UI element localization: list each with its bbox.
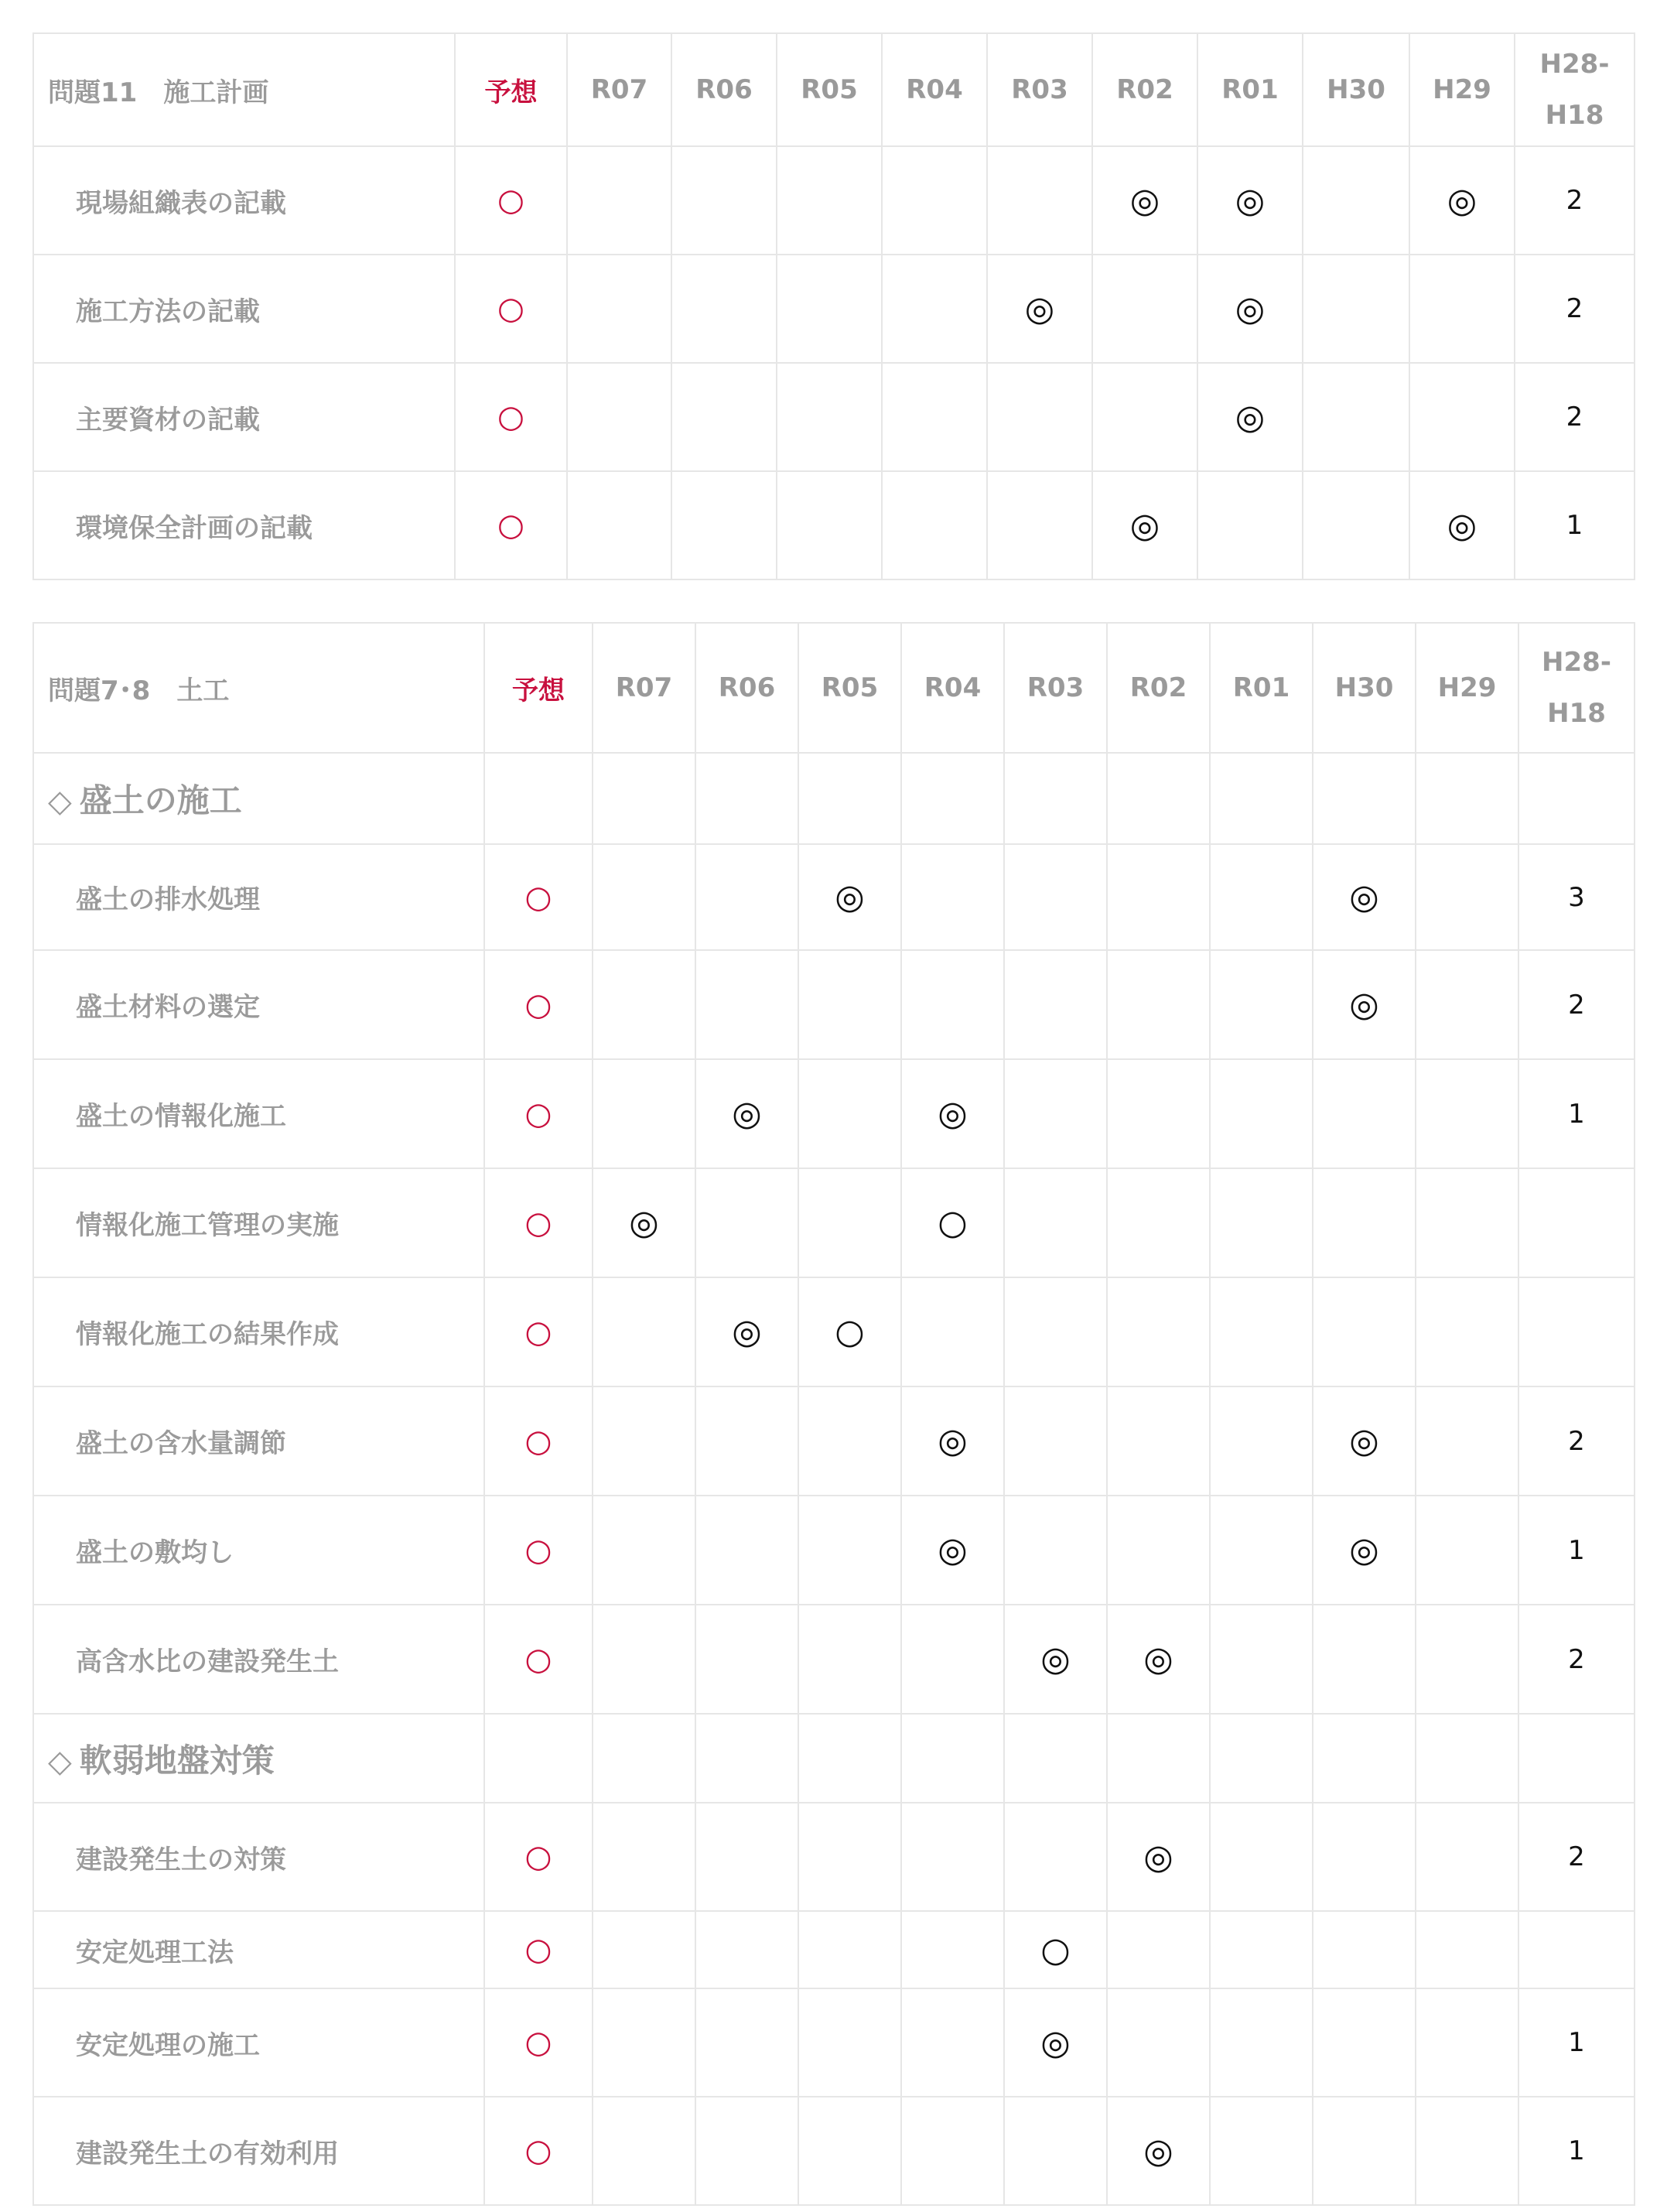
prediction-mark: ○ (484, 1988, 593, 2097)
exam-mark (777, 363, 882, 471)
exam-mark (1107, 1911, 1210, 1988)
row-label: 盛土材料の選定 (33, 950, 484, 1059)
exam-mark (1416, 1911, 1518, 1988)
exam-mark (798, 1803, 901, 1911)
column-header-year: R02 (1092, 33, 1197, 146)
row-label: 建設発生土の有効利用 (33, 2097, 484, 2205)
exam-mark (593, 1605, 695, 1714)
exam-mark (1004, 1277, 1107, 1386)
exam-mark (882, 146, 987, 255)
header-row (33, 623, 1635, 753)
exam-mark (671, 255, 777, 363)
prediction-mark: ○ (455, 255, 567, 363)
exam-mark (1416, 950, 1518, 1059)
exam-mark (901, 950, 1004, 1059)
exam-mark (882, 471, 987, 579)
exam-mark (1416, 1277, 1518, 1386)
count-cell: 3 (1518, 844, 1635, 950)
exam-mark (593, 950, 695, 1059)
count-cell: 2 (1518, 1605, 1635, 1714)
row-label: 安定処理の施工 (33, 1988, 484, 2097)
column-header-year: R04 (901, 623, 1004, 753)
column-header-prediction: 予想 (484, 623, 593, 753)
exam-mark (1210, 1911, 1313, 1988)
exam-mark (671, 363, 777, 471)
exam-mark (777, 146, 882, 255)
exam-mark (1303, 146, 1409, 255)
column-header-range-top: H28- (1539, 49, 1610, 80)
row-label: 環境保全計画の記載 (33, 471, 455, 579)
column-header-year: R07 (593, 623, 695, 753)
column-header-year: R02 (1107, 623, 1210, 753)
table-row (33, 471, 1635, 579)
row-label: 主要資材の記載 (33, 363, 455, 471)
column-header-range (1515, 33, 1635, 146)
exam-mark (1210, 1386, 1313, 1496)
exam-mark (593, 1911, 695, 1988)
table-row (33, 1386, 1635, 1496)
exam-mark (593, 1496, 695, 1605)
category-label (33, 753, 484, 844)
table-title: 問題11 施工計画 (33, 33, 455, 146)
count-cell: 1 (1518, 1496, 1635, 1605)
table-row (33, 2097, 1635, 2205)
count-cell (1518, 1911, 1635, 1988)
row-label: 安定処理工法 (33, 1911, 484, 1988)
exam-mark (695, 950, 798, 1059)
column-header-year: R07 (567, 33, 671, 146)
exam-mark: ◎ (1197, 255, 1303, 363)
exam-mark (567, 146, 671, 255)
exam-mark (1004, 2097, 1107, 2205)
exam-mark (1210, 1988, 1313, 2097)
empty-cell (484, 1714, 593, 1803)
table-row (33, 950, 1635, 1059)
exam-mark: ◎ (1313, 950, 1416, 1059)
exam-mark: ◎ (1313, 844, 1416, 950)
exam-mark (1197, 471, 1303, 579)
empty-cell (1210, 753, 1313, 844)
exam-mark (1416, 2097, 1518, 2205)
column-header-year: R01 (1197, 33, 1303, 146)
exam-mark (1210, 950, 1313, 1059)
exam-mark: ◎ (1197, 146, 1303, 255)
exam-mark (1210, 1059, 1313, 1168)
exam-mark: ◎ (1107, 1803, 1210, 1911)
empty-cell (1210, 1714, 1313, 1803)
prediction-mark: ○ (484, 844, 593, 950)
exam-mark (1107, 950, 1210, 1059)
exam-mark (695, 844, 798, 950)
column-header-year: R06 (671, 33, 777, 146)
exam-mark (1313, 2097, 1416, 2205)
column-header-year: H29 (1416, 623, 1518, 753)
exam-mark: ◎ (1004, 1605, 1107, 1714)
exam-mark (987, 363, 1092, 471)
exam-mark: ◎ (695, 1277, 798, 1386)
exam-mark (901, 844, 1004, 950)
table-earthwork (32, 622, 1635, 2206)
exam-mark: ◎ (1409, 146, 1515, 255)
exam-mark: ◎ (695, 1059, 798, 1168)
column-header-year: R03 (1004, 623, 1107, 753)
exam-mark: ◎ (901, 1386, 1004, 1496)
table-row (33, 1803, 1635, 1911)
exam-mark (901, 1911, 1004, 1988)
table-row (33, 146, 1635, 255)
row-label: 盛土の排水処理 (33, 844, 484, 950)
column-header-range (1518, 623, 1635, 753)
exam-mark (1107, 1496, 1210, 1605)
count-cell: 2 (1515, 146, 1635, 255)
prediction-mark: ○ (484, 1059, 593, 1168)
column-header-year: H30 (1303, 33, 1409, 146)
exam-mark: ◎ (1107, 1605, 1210, 1714)
exam-mark (695, 1911, 798, 1988)
exam-mark (1303, 363, 1409, 471)
exam-mark: ◎ (901, 1059, 1004, 1168)
row-label: 現場組織表の記載 (33, 146, 455, 255)
exam-mark (901, 1605, 1004, 1714)
table-row (33, 1277, 1635, 1386)
row-label: 建設発生土の対策 (33, 1803, 484, 1911)
exam-mark (1313, 1911, 1416, 1988)
exam-mark (1416, 1605, 1518, 1714)
count-cell: 2 (1515, 363, 1635, 471)
column-header-year: R04 (882, 33, 987, 146)
exam-mark (1416, 844, 1518, 950)
empty-cell (1107, 1714, 1210, 1803)
exam-mark (1004, 1386, 1107, 1496)
exam-mark (695, 1386, 798, 1496)
row-label: 施工方法の記載 (33, 255, 455, 363)
exam-mark (1416, 1803, 1518, 1911)
exam-mark: ◎ (1107, 2097, 1210, 2205)
exam-mark (1107, 1059, 1210, 1168)
table-row (33, 844, 1635, 950)
exam-mark (901, 2097, 1004, 2205)
exam-mark (1107, 1168, 1210, 1277)
prediction-mark: ○ (484, 1168, 593, 1277)
exam-mark (593, 1803, 695, 1911)
column-header-year: R01 (1210, 623, 1313, 753)
count-cell: 2 (1518, 950, 1635, 1059)
exam-mark (1107, 844, 1210, 950)
category-name: 軟弱地盤対策 (79, 1741, 275, 1780)
prediction-mark: ○ (455, 471, 567, 579)
row-label: 盛土の敷均し (33, 1496, 484, 1605)
exam-mark (1313, 1605, 1416, 1714)
empty-cell (695, 1714, 798, 1803)
table-row (33, 363, 1635, 471)
exam-mark (777, 255, 882, 363)
diamond-icon: ◇ (48, 784, 72, 819)
empty-cell (1518, 1714, 1635, 1803)
column-header-range-top: H28- (1542, 647, 1611, 678)
exam-mark (593, 1386, 695, 1496)
exam-mark (1416, 1496, 1518, 1605)
empty-cell (1416, 753, 1518, 844)
table-row (33, 1605, 1635, 1714)
exam-mark (1107, 1386, 1210, 1496)
empty-cell (798, 1714, 901, 1803)
exam-mark: ○ (901, 1168, 1004, 1277)
exam-mark (798, 1496, 901, 1605)
column-header-year: R03 (987, 33, 1092, 146)
exam-mark (1313, 1277, 1416, 1386)
empty-cell (593, 753, 695, 844)
count-cell: 2 (1515, 255, 1635, 363)
exam-mark (1313, 1059, 1416, 1168)
exam-mark (987, 146, 1092, 255)
exam-mark: ◎ (1197, 363, 1303, 471)
exam-mark (1092, 363, 1197, 471)
exam-mark (798, 1605, 901, 1714)
exam-mark (777, 471, 882, 579)
table-row (33, 1988, 1635, 2097)
empty-cell (1004, 753, 1107, 844)
empty-cell (1107, 753, 1210, 844)
exam-mark (671, 471, 777, 579)
exam-mark (1107, 1988, 1210, 2097)
exam-mark (1004, 1059, 1107, 1168)
exam-mark (901, 1277, 1004, 1386)
category-row (33, 1714, 1635, 1803)
exam-mark (1004, 1803, 1107, 1911)
exam-mark (567, 471, 671, 579)
exam-mark (798, 1059, 901, 1168)
exam-mark: ◎ (901, 1496, 1004, 1605)
count-cell: 2 (1518, 1803, 1635, 1911)
prediction-mark: ○ (484, 1605, 593, 1714)
count-cell: 1 (1515, 471, 1635, 579)
prediction-mark: ○ (484, 950, 593, 1059)
column-header-year: H30 (1313, 623, 1416, 753)
exam-mark: ○ (1004, 1911, 1107, 1988)
exam-mark (1313, 1168, 1416, 1277)
exam-mark (1092, 255, 1197, 363)
prediction-mark: ○ (455, 363, 567, 471)
empty-cell (1518, 753, 1635, 844)
column-header-year: R05 (798, 623, 901, 753)
exam-mark (1210, 1496, 1313, 1605)
exam-mark (1210, 844, 1313, 950)
exam-mark (1313, 1988, 1416, 2097)
exam-mark (1416, 1059, 1518, 1168)
exam-mark (593, 844, 695, 950)
exam-mark (593, 1988, 695, 2097)
exam-mark (1416, 1386, 1518, 1496)
exam-mark (1004, 950, 1107, 1059)
exam-mark (901, 1988, 1004, 2097)
empty-cell (1416, 1714, 1518, 1803)
exam-mark (987, 471, 1092, 579)
exam-mark: ◎ (1409, 471, 1515, 579)
column-header-year: H29 (1409, 33, 1515, 146)
exam-mark (1303, 255, 1409, 363)
exam-mark (882, 255, 987, 363)
count-cell: 1 (1518, 1988, 1635, 2097)
prediction-mark: ○ (484, 1277, 593, 1386)
count-cell: 1 (1518, 2097, 1635, 2205)
empty-cell (1313, 1714, 1416, 1803)
prediction-mark: ○ (484, 1496, 593, 1605)
exam-mark (798, 1988, 901, 2097)
empty-cell (593, 1714, 695, 1803)
exam-mark (1303, 471, 1409, 579)
category-row (33, 753, 1635, 844)
row-label: 情報化施工管理の実施 (33, 1168, 484, 1277)
empty-cell (1313, 753, 1416, 844)
exam-mark (1004, 844, 1107, 950)
exam-mark: ◎ (798, 844, 901, 950)
prediction-mark: ○ (484, 1911, 593, 1988)
category-name: 盛土の施工 (79, 781, 242, 819)
exam-mark (567, 255, 671, 363)
empty-cell (901, 1714, 1004, 1803)
exam-mark: ◎ (1004, 1988, 1107, 2097)
prediction-mark: ○ (484, 2097, 593, 2205)
exam-mark (798, 1386, 901, 1496)
exam-mark (1210, 1605, 1313, 1714)
exam-mark (1004, 1168, 1107, 1277)
exam-mark (593, 2097, 695, 2205)
column-header-range-bottom: H18 (1545, 100, 1604, 131)
table-row (33, 1059, 1635, 1168)
exam-mark (695, 1988, 798, 2097)
row-label: 情報化施工の結果作成 (33, 1277, 484, 1386)
prediction-mark: ○ (484, 1803, 593, 1911)
exam-mark (1210, 1803, 1313, 1911)
exam-mark: ◎ (1313, 1496, 1416, 1605)
table-row (33, 1911, 1635, 1988)
table-construction-plan (32, 32, 1635, 580)
exam-mark (1210, 1168, 1313, 1277)
exam-mark (695, 2097, 798, 2205)
category-label (33, 1714, 484, 1803)
count-cell: 2 (1518, 1386, 1635, 1496)
empty-cell (1004, 1714, 1107, 1803)
exam-mark: ◎ (1092, 146, 1197, 255)
exam-mark (1210, 1277, 1313, 1386)
exam-mark (1409, 255, 1515, 363)
exam-mark (695, 1168, 798, 1277)
empty-cell (484, 753, 593, 844)
exam-mark (798, 1911, 901, 1988)
exam-mark (882, 363, 987, 471)
table-row (33, 255, 1635, 363)
empty-cell (695, 753, 798, 844)
empty-cell (798, 753, 901, 844)
count-cell (1518, 1168, 1635, 1277)
column-header-year: R05 (777, 33, 882, 146)
exam-mark: ○ (798, 1277, 901, 1386)
count-cell (1518, 1277, 1635, 1386)
column-header-range-bottom: H18 (1547, 698, 1606, 729)
column-header-prediction: 予想 (455, 33, 567, 146)
column-header-year: R06 (695, 623, 798, 753)
exam-mark (695, 1605, 798, 1714)
prediction-mark: ○ (484, 1386, 593, 1496)
diamond-icon: ◇ (48, 1743, 72, 1780)
exam-mark (798, 1168, 901, 1277)
exam-mark (1313, 1803, 1416, 1911)
exam-mark: ◎ (1092, 471, 1197, 579)
table-row (33, 1496, 1635, 1605)
exam-mark (1004, 1496, 1107, 1605)
exam-mark (1416, 1988, 1518, 2097)
header-row (33, 33, 1635, 146)
empty-cell (901, 753, 1004, 844)
count-cell: 1 (1518, 1059, 1635, 1168)
exam-mark: ◎ (1313, 1386, 1416, 1496)
exam-mark (567, 363, 671, 471)
exam-mark: ◎ (593, 1168, 695, 1277)
prediction-mark: ○ (455, 146, 567, 255)
exam-mark (593, 1277, 695, 1386)
exam-mark (1210, 2097, 1313, 2205)
exam-mark (695, 1803, 798, 1911)
row-label: 盛土の情報化施工 (33, 1059, 484, 1168)
exam-mark (695, 1496, 798, 1605)
exam-mark (671, 146, 777, 255)
exam-mark (798, 950, 901, 1059)
exam-mark: ◎ (987, 255, 1092, 363)
exam-mark (1416, 1168, 1518, 1277)
exam-mark (798, 2097, 901, 2205)
row-label: 高含水比の建設発生土 (33, 1605, 484, 1714)
exam-mark (1107, 1277, 1210, 1386)
exam-mark (593, 1059, 695, 1168)
row-label: 盛土の含水量調節 (33, 1386, 484, 1496)
table-row (33, 1168, 1635, 1277)
table-title: 問題7･8 土工 (33, 623, 484, 753)
exam-mark (901, 1803, 1004, 1911)
exam-mark (1409, 363, 1515, 471)
